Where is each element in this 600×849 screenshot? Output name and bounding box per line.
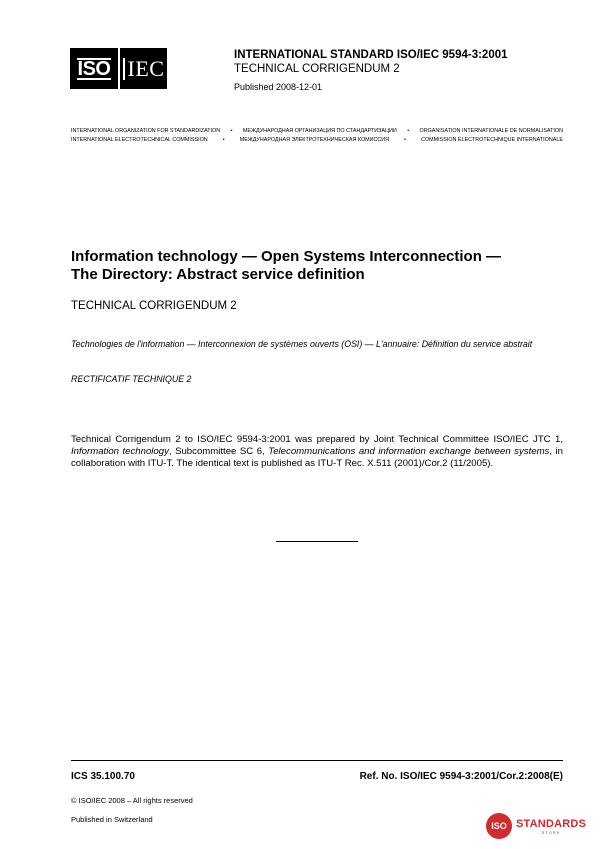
divider-short: [276, 541, 358, 542]
body-text-italic-2: Telecommunications and information exchange between systems: [268, 446, 550, 458]
body-text-italic-1: Information technology: [71, 446, 169, 458]
published-in: Published in Switzerland: [71, 815, 153, 824]
title-line-1: Information technology — Open Systems Interconnection —: [71, 248, 502, 265]
document-title: [71, 248, 551, 283]
reference-number: Ref. No. ISO/IEC 9594-3:2001/Cor.2:2008(E): [359, 771, 563, 782]
org-iec-ru: МЕЖДУНАРОДНАЯ ЭЛЕКТРОТЕХНИЧЕСКАЯ КОМИССИЯ: [239, 137, 390, 143]
body-text-2: , Subcommittee SC 6,: [168, 446, 269, 458]
corrigendum-label: TECHNICAL CORRIGENDUM 2: [234, 63, 400, 75]
org-separator: •: [230, 128, 233, 134]
body-text-1: Technical Corrigendum 2 to ISO/IEC 9594-3:2001 was prepared by Joint Technical Committee ISO/IEC JTC 1,: [71, 434, 563, 445]
iso-logo-text: ISO: [77, 57, 111, 80]
organizations-row-2: [71, 137, 563, 143]
org-separator: •: [407, 128, 410, 134]
org-separator: •: [404, 137, 407, 143]
title-french: Technologies de l'information — Interconnexion de systèmes ouverts (OSI) — L'annuaire: Définition du service abstrait: [71, 339, 533, 349]
corrigendum-fr: RECTIFICATIF TECHNIQUE 2: [71, 374, 192, 384]
ics-code: ICS 35.100.70: [71, 771, 135, 782]
copyright: © ISO/IEC 2008 – All rights reserved: [71, 796, 193, 805]
store-iso-icon: ISO: [486, 813, 512, 839]
published-date: Published 2008-12-01: [234, 82, 323, 92]
iec-logo-text: IEC: [123, 58, 165, 80]
title-line-2: The Directory: Abstract service definition: [71, 265, 365, 283]
org-separator: •: [222, 137, 225, 143]
iso-logo: [70, 48, 118, 89]
store-tag: STORE: [541, 829, 561, 835]
body-text-3: , in collaboration with ITU-T. The identical text is published as ITU-T Rec. X.511 (2001)/Cor.2 (11/2005).: [71, 446, 563, 470]
corrigendum-en: TECHNICAL CORRIGENDUM 2: [71, 300, 237, 312]
store-name: STANDARDS: [516, 817, 587, 830]
org-iso-en: INTERNATIONAL ORGANIZATION FOR STANDARDIZATION: [71, 128, 221, 134]
footer-divider: [71, 760, 563, 761]
iso-iec-logo: [70, 48, 167, 89]
org-iec-en: INTERNATIONAL ELECTROTECHNICAL COMMISSION: [71, 137, 208, 143]
organizations-row-1: [71, 128, 563, 134]
standard-title: INTERNATIONAL STANDARD ISO/IEC 9594-3:2001: [234, 49, 508, 61]
org-iec-fr: COMMISSION ÉLECTROTECHNIQUE INTERNATIONALE: [421, 137, 563, 143]
iso-standards-store-badge[interactable]: [486, 813, 586, 839]
org-iso-fr: ORGANISATION INTERNATIONALE DE NORMALISATION: [419, 128, 563, 134]
iec-logo: [120, 48, 167, 89]
org-iso-ru: МЕЖДУНАРОДНАЯ ОРГАНИЗАЦИЯ ПО СТАНДАРТИЗАЦИИ: [242, 128, 397, 134]
body-paragraph: [71, 434, 563, 471]
